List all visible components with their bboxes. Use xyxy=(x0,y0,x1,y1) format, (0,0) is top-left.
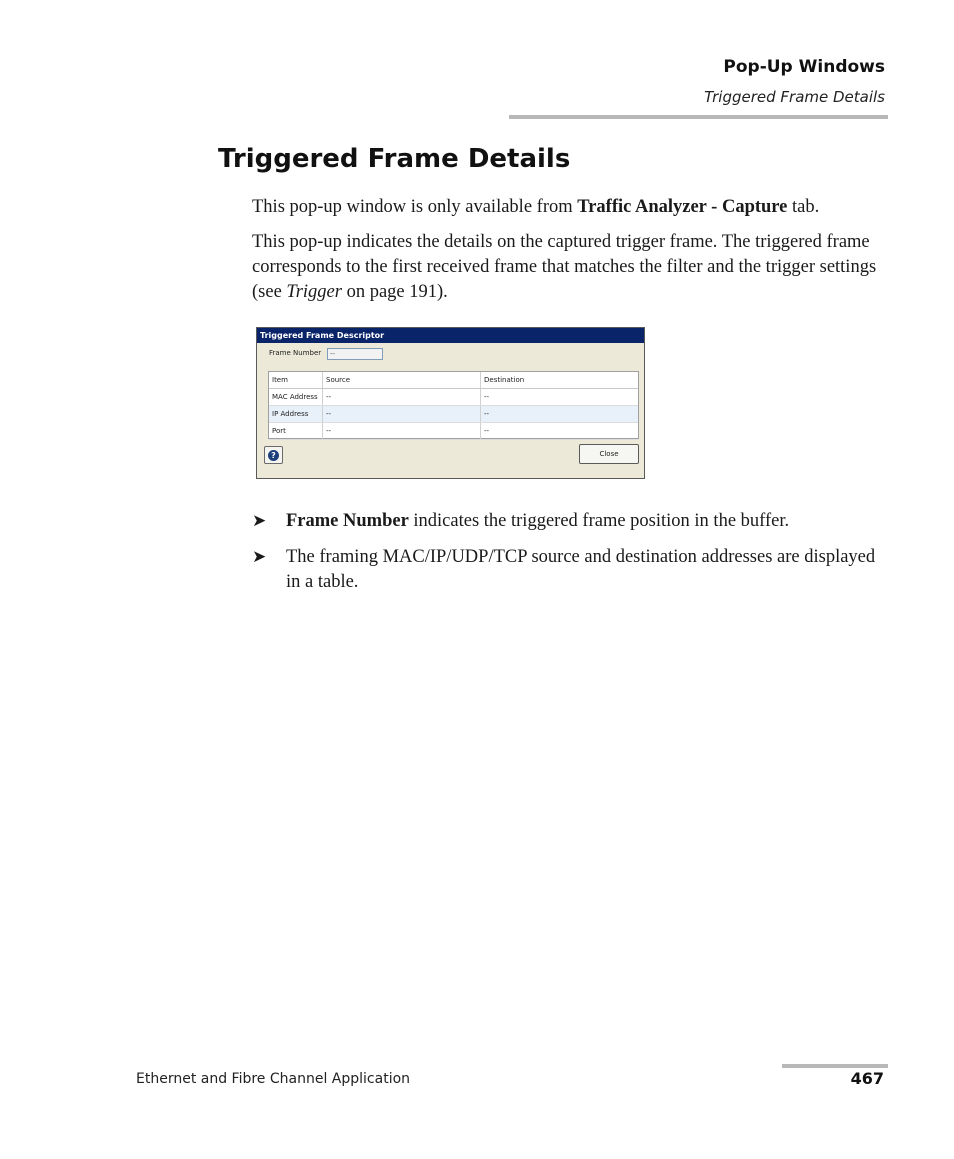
cell-destination: -- xyxy=(484,427,490,435)
close-button[interactable]: Close xyxy=(579,444,639,464)
table-row[interactable] xyxy=(269,423,638,440)
p2-link-trigger[interactable]: Trigger xyxy=(286,282,342,302)
table-header-row xyxy=(269,372,638,389)
p1-bold-tab-name: Traffic Analyzer - Capture xyxy=(577,197,788,217)
column-header-item[interactable]: Item xyxy=(269,372,323,388)
running-header-subsection: Triggered Frame Details xyxy=(704,88,885,106)
triggered-frame-dialog xyxy=(256,327,645,479)
frame-number-field[interactable]: -- xyxy=(327,348,383,360)
bullet-1-bold: Frame Number xyxy=(286,511,409,531)
cell-destination: -- xyxy=(484,393,490,401)
bullet-arrow-icon: ➤ xyxy=(252,547,267,567)
column-header-source[interactable]: Source xyxy=(323,372,481,388)
cell-source: -- xyxy=(323,389,481,405)
help-button[interactable] xyxy=(264,446,283,464)
frame-number-label: Frame Number xyxy=(269,349,322,357)
help-icon: ? xyxy=(268,450,279,461)
p2-text-end: on page 191). xyxy=(341,282,448,302)
dialog-title-bar: Triggered Frame Descriptor xyxy=(257,328,644,343)
address-table xyxy=(268,371,639,439)
footer-document-title: Ethernet and Fibre Channel Application xyxy=(136,1071,411,1087)
table-row[interactable] xyxy=(269,406,638,423)
running-header-section: Pop-Up Windows xyxy=(723,57,885,77)
footer-rule xyxy=(782,1064,888,1068)
p1-text-end: tab. xyxy=(787,197,820,217)
bullet-address-table xyxy=(252,545,892,595)
column-header-destination[interactable]: Destination xyxy=(484,376,525,384)
cell-source: -- xyxy=(323,406,481,422)
intro-paragraph-2 xyxy=(252,230,892,305)
cell-destination: -- xyxy=(484,410,490,418)
cell-item: MAC Address xyxy=(269,389,323,405)
footer-page-number: 467 xyxy=(850,1069,884,1088)
cell-item: Port xyxy=(269,423,323,439)
intro-paragraph-1 xyxy=(252,195,892,220)
page-title: Triggered Frame Details xyxy=(218,144,571,174)
bullet-1-text xyxy=(286,509,892,534)
p1-text: This pop-up window is only available from xyxy=(252,197,578,217)
header-rule xyxy=(509,115,888,119)
p2-text: This pop-up indicates the details on the captured trigger frame. The triggered frame corresponds to the first received frame that matches the filter and the trigger settings (see xyxy=(252,232,877,302)
bullet-1-body: indicates the triggered frame position in the buffer. xyxy=(408,511,790,531)
bullet-2-text: The framing MAC/IP/UDP/TCP source and destination addresses are displayed in a table. xyxy=(286,547,876,592)
cell-source: -- xyxy=(323,423,481,439)
table-row[interactable] xyxy=(269,389,638,406)
bullet-arrow-icon: ➤ xyxy=(252,511,267,531)
bullet-frame-number xyxy=(252,509,892,534)
cell-item: IP Address xyxy=(269,406,323,422)
